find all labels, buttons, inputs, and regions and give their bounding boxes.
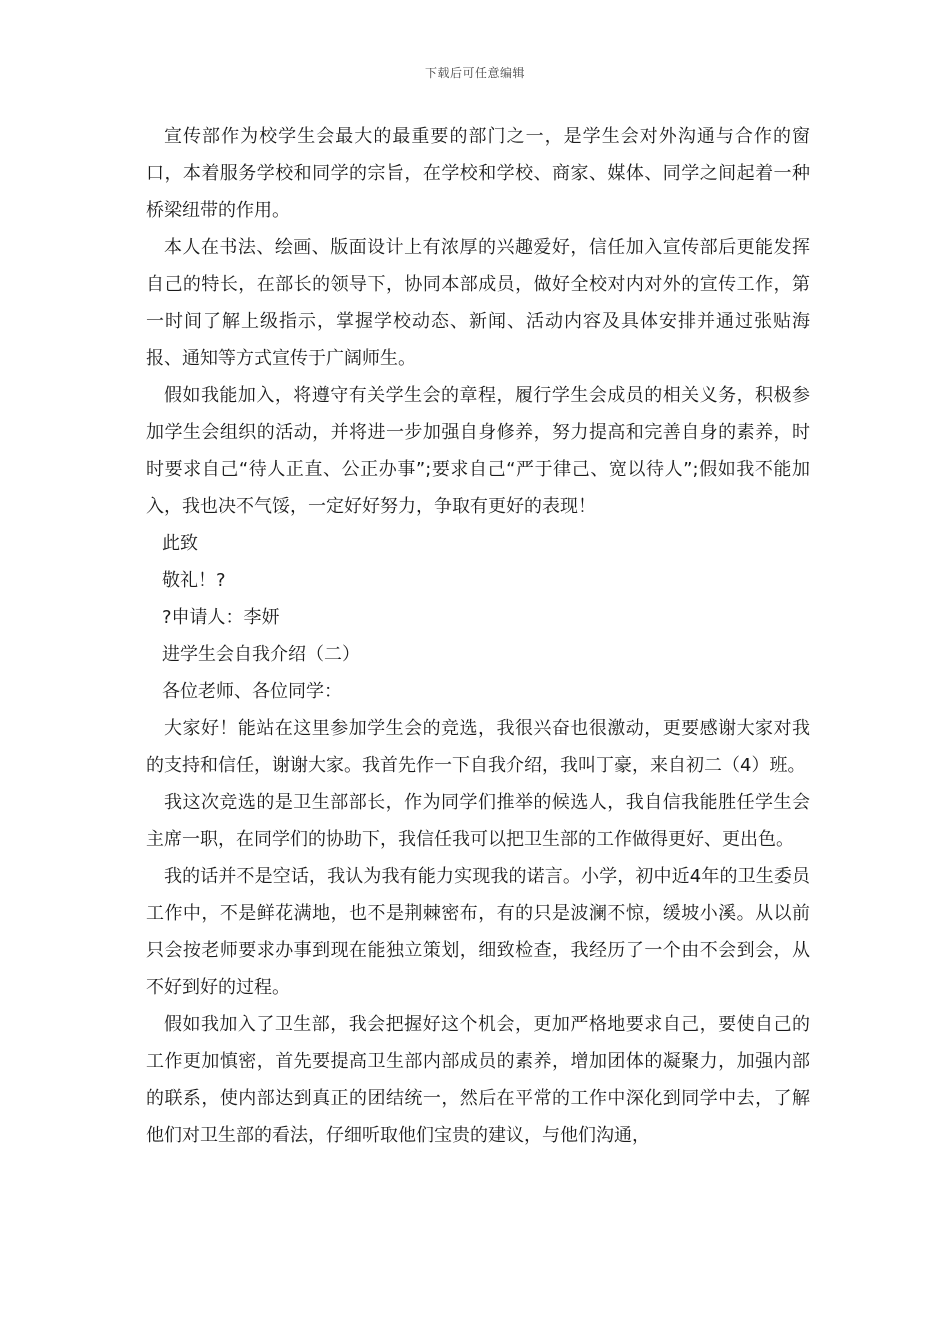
greeting: 各位老师、各位同学： [162,681,342,702]
paragraph-introduction: 大家好！能站在这里参加学生会的竞选，我很兴奋也很激动，更要感谢大家对我的支持和信任，谢谢大家。我首先作一下自我介绍，我叫丁豪，来自初二（4）班。 [146,718,810,776]
paragraph-publicity-dept: 宣传部作为校学生会最大的最重要的部门之一，是学生会对外沟通与合作的窗口，本着服务学校和同学的宗旨，在学校和学校、商家、媒体、同学之间起着一种桥梁纽带的作用。 [146,126,810,221]
closing-salutation: 此致 [162,533,198,554]
paragraph-personal-interests: 本人在书法、绘画、版面设计上有浓厚的兴趣爱好，信任加入宣传部后更能发挥自己的特长，在部长的领导下，协同本部成员，做好全校对内对外的宣传工作，第一时间了解上级指示，掌握学校动态、新闻、活动内容及具体安排并通过张贴海报、通知等方式宣传于广阔师生。 [146,237,810,369]
document-body [146,118,810,1154]
section-title: 进学生会自我介绍（二） [162,644,360,665]
closing-regards: 敬礼！? [162,570,226,591]
paragraph-commitment: 假如我能加入，将遵守有关学生会的章程，履行学生会成员的相关义务，积极参加学生会组织的活动，并将进一步加强自身修养，努力提高和完善自身的素养，时时要求自己“待人正直、公正办事”;要求自己“严于律己、宽以待人”;假如我不能加入，我也决不气馁，一定好好努力，争取有更好的表现！ [146,385,810,517]
paragraph-experience: 我的话并不是空话，我认为我有能力实现我的诺言。小学，初中近4年的卫生委员工作中，不是鲜花满地，也不是荆棘密布，有的只是波澜不惊，缓坡小溪。从以前只会按老师要求办事到现在能独立策划，细致检查，我经历了一个由不会到会，从不好到好的过程。 [146,866,810,998]
paragraph-plans: 假如我加入了卫生部，我会把握好这个机会，更加严格地要求自己，要使自己的工作更加慎密，首先要提高卫生部内部成员的素养，增加团体的凝聚力，加强内部的联系，使内部达到真正的团结统一，然后在平常的工作中深化到同学中去，了解他们对卫生部的看法，仔细听取他们宝贵的建议，与他们沟通， [146,1014,810,1146]
page-header: 下载后可任意编辑 [424,66,525,80]
paragraph-candidacy: 我这次竞选的是卫生部部长，作为同学们推举的候选人，我自信我能胜任学生会主席一职，在同学们的协助下，我信任我可以把卫生部的工作做得更好、更出色。 [146,792,810,850]
applicant-signature: ?申请人：李妍 [162,607,280,628]
